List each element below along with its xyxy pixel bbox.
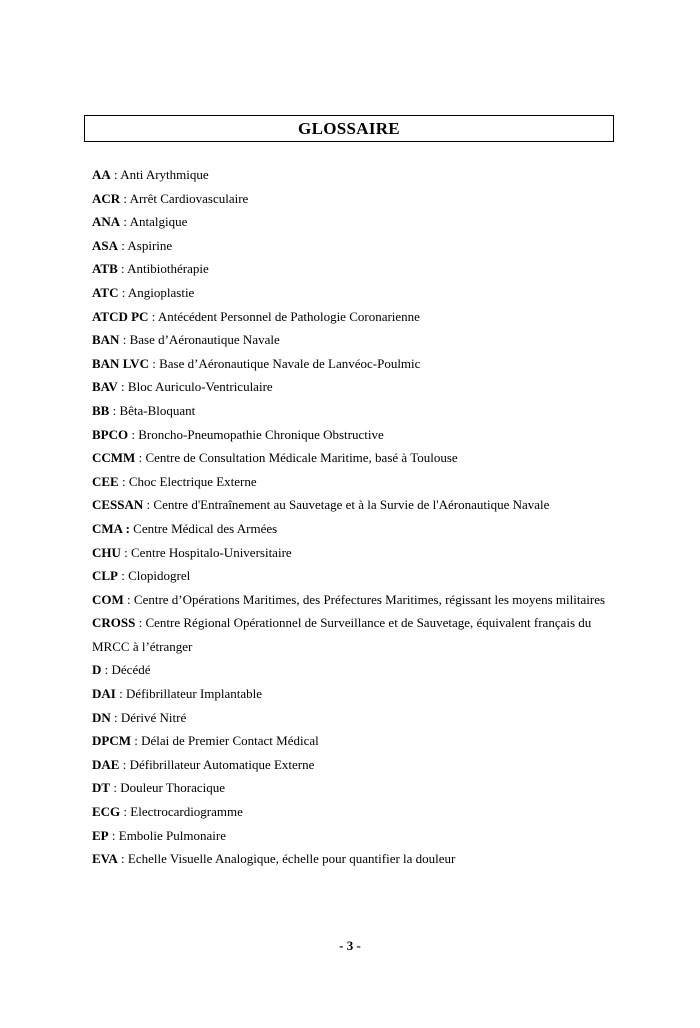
glossary-abbreviation: CLP — [92, 568, 118, 584]
glossary-abbreviation: ASA — [92, 237, 119, 253]
glossary-definition: Clopidogrel — [128, 568, 191, 584]
glossary-abbreviation: BAN — [92, 332, 120, 348]
page-title: GLOSSAIRE — [298, 118, 400, 138]
glossary-entry: ECG : Electrocardiogramme — [92, 804, 243, 820]
glossary-abbreviation: BB — [92, 402, 110, 418]
glossary-definition: Défibrillateur Implantable — [125, 686, 263, 702]
glossary-abbreviation: ATC — [92, 284, 119, 300]
glossary-definition: Electrocardiogramme — [130, 804, 243, 820]
glossary-definition: Antécédent Personnel de Pathologie Coronarienne — [157, 308, 420, 324]
glossary-title-box — [84, 115, 614, 142]
page-number: - 3 - — [339, 938, 361, 953]
glossary-definition: Angioplastie — [127, 284, 195, 300]
glossary-abbreviation: CEE — [92, 473, 119, 489]
glossary-abbreviation: CCMM — [92, 450, 136, 466]
glossary-definition: Aspirine — [127, 237, 173, 253]
glossary-abbreviation: CMA : — [92, 520, 130, 536]
glossary-abbreviation: EP — [92, 827, 109, 843]
glossary-definition: Bêta-Bloquant — [119, 402, 196, 418]
glossary-abbreviation: BAV — [92, 379, 118, 395]
glossary-definition: Base d’Aéronautique Navale — [129, 332, 280, 348]
glossary-entry: CEE : Choc Electrique Externe — [92, 473, 257, 489]
glossary-entry — [92, 517, 612, 541]
glossary-abbreviation: DPCM — [92, 733, 131, 749]
glossary-definition: Décédé — [111, 662, 151, 678]
glossary-definition: Choc Electrique Externe — [128, 473, 257, 489]
glossary-abbreviation: DT — [92, 780, 111, 796]
glossary-definition: Centre d'Entraînement au Sauvetage et à la Survie de l'Aéronautique Navale — [153, 497, 550, 513]
glossary-list — [92, 163, 612, 871]
glossary-abbreviation: DAI — [92, 686, 116, 702]
glossary-definition: Centre Médical des Armées — [133, 520, 278, 536]
glossary-definition: Centre d’Opérations Maritimes, des Préfectures Maritimes, régissant les moyens militaires — [133, 591, 606, 607]
glossary-entry: BAN LVC : Base d’Aéronautique Navale de Lanvéoc-Poulmic — [92, 355, 421, 371]
glossary-entry: D : Décédé — [92, 662, 151, 678]
glossary-entry: ATC : Angioplastie — [92, 284, 195, 300]
glossary-entry: ATB : Antibiothérapie — [92, 261, 209, 277]
glossary-abbreviation: ANA — [92, 214, 121, 230]
glossary-entry: AA : Anti Arythmique — [92, 167, 209, 182]
glossary-entry: ATCD PC : Antécédent Personnel de Pathologie Coronarienne — [92, 308, 420, 324]
glossary-entry: CHU : Centre Hospitalo-Universitaire — [92, 544, 292, 560]
glossary-definition: Bloc Auriculo-Ventriculaire — [127, 379, 273, 395]
glossary-abbreviation: ATCD PC — [92, 308, 149, 324]
glossary-abbreviation: CHU — [92, 544, 121, 560]
glossary-definition: Dérivé Nitré — [120, 709, 187, 725]
glossary-abbreviation: COM — [92, 591, 124, 607]
glossary-definition: Anti Arythmique — [120, 167, 209, 182]
glossary-abbreviation: CROSS — [92, 615, 136, 631]
glossary-definition: Base d’Aéronautique Navale de Lanvéoc-Poulmic — [159, 355, 421, 371]
glossary-definition: Echelle Visuelle Analogique, échelle pour quantifier la douleur — [127, 851, 456, 867]
glossary-definition: Broncho-Pneumopathie Chronique Obstructive — [138, 426, 384, 442]
glossary-abbreviation: AA — [92, 167, 111, 182]
glossary-abbreviation: ATB — [92, 261, 118, 277]
glossary-abbreviation: ACR — [92, 190, 121, 206]
glossary-abbreviation: DAE — [92, 756, 120, 772]
glossary-entry: CROSS : Centre Régional Opérationnel de Surveillance et de Sauvetage, équivalent français du MRCC à l’étranger — [92, 615, 592, 654]
glossary-entry: BPCO : Broncho-Pneumopathie Chronique Obstructive — [92, 426, 384, 442]
glossary-definition: Centre Régional Opérationnel de Surveillance et de Sauvetage, équivalent français du MRCC à l’étranger — [92, 615, 592, 654]
glossary-definition: Centre Hospitalo-Universitaire — [131, 544, 292, 560]
glossary-abbreviation: EVA — [92, 851, 118, 867]
glossary-entry: DPCM : Délai de Premier Contact Médical — [92, 733, 319, 749]
glossary-abbreviation: BPCO — [92, 426, 129, 442]
glossary-definition: Arrêt Cardiovasculaire — [129, 190, 249, 206]
glossary-entry: BAV : Bloc Auriculo-Ventriculaire — [92, 379, 273, 395]
glossary-definition: Défibrillateur Automatique Externe — [129, 756, 315, 772]
glossary-entry: ANA : Antalgique — [92, 214, 188, 230]
glossary-entry: CLP : Clopidogrel — [92, 568, 191, 584]
glossary-abbreviation: ECG — [92, 804, 121, 820]
glossary-definition: Centre de Consultation Médicale Maritime, basé à Toulouse — [145, 450, 458, 466]
glossary-abbreviation: BAN LVC — [92, 355, 149, 371]
glossary-abbreviation: DN — [92, 709, 111, 725]
glossary-entry: COM : Centre d’Opérations Maritimes, des Préfectures Maritimes, régissant les moyens militaires — [92, 591, 606, 607]
glossary-entry: EP : Embolie Pulmonaire — [92, 827, 226, 843]
glossary-entry: CCMM : Centre de Consultation Médicale Maritime, basé à Toulouse — [92, 450, 458, 466]
glossary-entry: EVA : Echelle Visuelle Analogique, échelle pour quantifier la douleur — [92, 851, 456, 867]
glossary-abbreviation: CESSAN — [92, 497, 144, 513]
glossary-entry: CESSAN : Centre d'Entraînement au Sauvetage et à la Survie de l'Aéronautique Navale — [92, 497, 550, 513]
glossary-entry: DT : Douleur Thoracique — [92, 780, 225, 796]
glossary-definition: Embolie Pulmonaire — [118, 827, 226, 843]
glossary-definition: Délai de Premier Contact Médical — [141, 733, 319, 749]
glossary-abbreviation: D — [92, 662, 102, 678]
glossary-entry: DAI : Défibrillateur Implantable — [92, 686, 263, 702]
glossary-entry: ACR : Arrêt Cardiovasculaire — [92, 190, 249, 206]
glossary-definition: Douleur Thoracique — [120, 780, 225, 796]
glossary-definition: Antalgique — [129, 214, 188, 230]
glossary-entry: BAN : Base d’Aéronautique Navale — [92, 332, 280, 348]
glossary-entry: DN : Dérivé Nitré — [92, 709, 187, 725]
glossary-entry: ASA : Aspirine — [92, 237, 173, 253]
glossary-entry: DAE : Défibrillateur Automatique Externe — [92, 756, 315, 772]
glossary-entry: BB : Bêta-Bloquant — [92, 402, 196, 418]
glossary-definition: Antibiothérapie — [127, 261, 209, 277]
